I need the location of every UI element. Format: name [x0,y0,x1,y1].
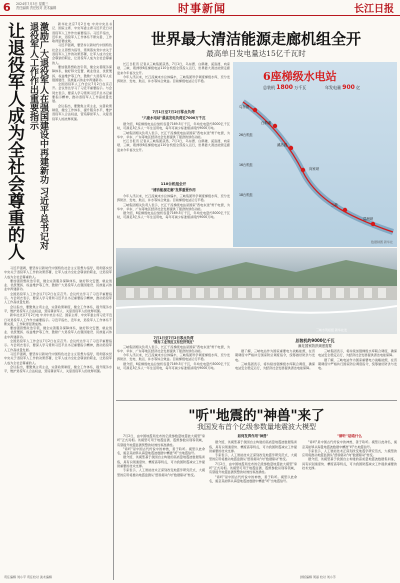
page-number: 6 [3,1,11,14]
main-paragraph: 长江日报讯 记者从三峡集团获悉，7月1日，乌东德、白鹤滩、溪洛渡、向家坝、三峡、葛洲坝6座梯级电站110台机组全部投入运行，世界最大清洁能源走廊迎来今年首次全开。 [117,139,230,152]
map-annual-value: 900 [342,84,355,91]
map-station-label: 溪洛渡 [277,143,288,147]
map-stat-b: 16台机组 [239,163,253,167]
map-annual-unit: 亿 [356,85,361,90]
map-annual-label: 年发电量 [325,85,341,90]
map-station-label: 乌东德 [239,105,250,109]
map-total-label: 总装机 [263,85,275,90]
left-paragraph: 习近平强调，要坚持以新时代中国特色社会主义思想为指导，贯彻落实党中央关于退役军人工作的决策部署，让军人成为全社会尊崇的职业，让退役军人成为全社会尊重的人。 [52,43,112,65]
hydropower-map [233,62,397,247]
main-paragraph: 三峡集团相关负责人表示，长江干流梯级电站是国家"西电东送"骨干电源，为华中、华东、广东等地区经济社会发展提供了强劲的绿色动能。 [117,202,230,211]
map-station-label: 向家坝 [309,167,320,171]
left-paragraph: 新华社北京7月2日电 中共中央总书记、国家主席、中央军委主席习近平近日对退役军人工作作出重要指示。习近平指出，近年来，退役军人工作体系不断完善，工作取得显著成效。 [4,313,112,326]
main-headline: 世界最大清洁能源走廊机组全开 [150,30,361,48]
main-body-a [117,122,230,180]
column-divider [113,20,114,580]
left-story-body-top [52,22,112,262]
main-paragraph: 三峡集团相关负责人表示，长江干流梯级电站是国家"西电东送"骨干电源，为华中、华东、广东等地区经济社会发展提供了强劲的绿色动能。 [117,130,230,139]
left-story-headline: 让退役军人成为全社会尊重的人 [4,22,24,260]
photo-caption: 三峡水利枢纽 新华社发 [316,328,347,332]
main-paragraph: 今年入汛以来，长江流域来水总体偏丰，三峡集团科学调度梯级水库，充分发挥防洪、发电、航运、补水等综合效益。目前梯级电站运行平稳。 [117,194,230,203]
main-paragraph: 今年入汛以来，长江流域来水总体偏丰，三峡集团科学调度梯级水库，充分发挥防洪、发电、航运、补水等综合效益。目前梯级电站运行平稳。 [117,74,230,84]
map-stat-a: 26台机组 [239,133,253,137]
story2-side-note: "谛听"是啥什么 [336,434,363,438]
left-paragraph: 全国退役军人工作会议7月2日在京召开。会议传达学习了习近平重要指示。与会同志表示，要深入学习贯彻习近平总书记重要指示精神，推动退役军人工作高质量发展。 [4,339,112,352]
section-title: 时事新闻 [178,2,226,15]
map-caption: 数据制图 新华社 [371,240,393,244]
map-station-label: 白鹤滩 [261,121,272,125]
map-total-value: 1800 [276,84,293,91]
extra-story-sub: 满足国家防汛调度需要 [298,344,332,348]
main-section1-head: 7月1日至7月2日零点负荷 [152,110,195,114]
left-paragraph: 新华社北京7月2日电 中共中央总书记、国家主席、中央军委主席习近平近日对退役军人工作作出重要指示。习近平指出，近年来，退役军人工作体系不断完善，工作取得显著成效。 [52,22,112,44]
dam-photo [116,248,397,334]
left-story-subhead: 激励广大退役军人在强国建设中再建新功 习近平总书记对退役军人工作作出重要指示 [28,22,48,251]
left-paragraph: 会议指出，要聚焦主责主业，完善政策制度，健全工作体系，提升服务水平，维护退役军人合法权益，营造尊崇军人、关爱退役军人的浓厚氛围。 [52,103,112,121]
story2-paragraph: 据介绍，该模型基于我国自主构建的高质量地震波数据集训练，具有识别速度快、精度高等特点，可为我国防震减灾工作提供重要的技术支撑。 [209,440,297,453]
extra-body-a [235,349,315,399]
main-paragraph: 据介绍，6座梯级电站总装机容量7169.5万千瓦，年均发电量约3000亿千瓦时，可满足3亿多人一年生活用电，每年可减少标准煤消耗约9000万吨。 [117,361,230,371]
left-paragraph: 习近平强调，要坚持以新时代中国特色社会主义思想为指导，贯彻落实党中央关于退役军人工作的决策部署，让军人成为全社会尊崇的职业，让退役军人成为全社会尊重的人。 [4,266,112,279]
main-paragraph: 据介绍，6座梯级电站总装机容量7169.5万千瓦，年均发电量约3000亿千瓦时，可满足3亿多人一年生活用电，每年可减少标准煤消耗约9000万吨。 [117,211,230,220]
story2-paragraph: 专家表示，人工智能技术正深刻改变地震学研究范式，大模型的应用将推动地震监测从"经验驱动"向"数据驱动"转变。 [302,448,397,458]
map-station-label: 三峡 [331,203,338,207]
left-paragraph: 全国退役军人工作会议7月2日在京召开。会议传达学习了习近平重要指示。与会同志表示，要深入学习贯彻习近平总书记重要指示精神，推动退役军人工作高质量发展。 [4,291,112,305]
paper-name: 长江日报 [354,4,394,15]
story2-paragraph: 据介绍，该模型基于我国自主构建的高质量地震波数据集训练，具有识别速度快、精度高等特点，可为我国防震减灾工作提供重要的技术支撑。 [302,457,397,471]
left-paragraph: 要加强思想政治引领，健全完善服务保障体系，做好移交安置、就业创业、优抚褒扬、权益维护等工作，激励广大退役军人在强国建设、民族复兴伟业中再建新功。 [4,326,112,339]
map-station-label: 葛洲坝 [363,217,374,221]
extra-body-b [318,349,397,399]
main-paragraph: 长江日报讯 记者从三峡集团获悉，7月1日，乌东德、白鹤滩、溪洛渡、向家坝、三峡、葛洲坝6座梯级电站110台机组全部投入运行，世界最大清洁能源走廊迎来今年首次全开。 [117,62,230,75]
story2-col1 [117,434,205,574]
story2-paragraph: 据介绍，该模型基于我国自主构建的高质量地震波数据集训练，具有识别速度快、精度高等特点，可为我国防震减灾工作提供重要的技术支撑。 [117,455,205,469]
left-paragraph: 全国退役军人工作会议7月2日在京召开。会议传达学习了习近平重要指示。与会同志表示，要深入学习贯彻习近平总书记重要指示精神，推动退役军人工作高质量发展。 [52,82,112,104]
date-line-2: 责任编辑 责任校对 美术编辑 [16,6,57,10]
map-total-stat [263,84,306,91]
date-line-1: 2024年7月3日 星期三 [16,2,49,6]
story2-col2 [209,434,297,574]
main-body-b [117,194,230,246]
left-paragraph: 要加强思想政治引领，健全完善服务保障体系，做好移交安置、就业创业、优抚褒扬、权益维护等工作，激励广大退役军人在强国建设、民族复兴伟业中再建新功。 [4,278,112,292]
main-section3-head: 7月1日至7月2日零点负荷 [153,336,194,340]
left-paragraph: 习近平强调，要坚持以新时代中国特色社会主义思想为指导，贯彻落实党中央关于退役军人工作的决策部署，让军人成为全社会尊崇的职业，让退役军人成为全社会尊重的人。 [4,351,112,365]
main-subheadline: 最高单日发电量达15亿千瓦时 [206,49,306,58]
story2-paragraph: 7月2日，由中国地震局发布的亿级参数量地震波大模型"谛听"正式亮相。该模型可用于地震监测、震源参数识别等领域，有望提升地震监测预警的时效性和准确性。 [209,461,297,475]
left-paragraph: 要加强思想政治引领，健全完善服务保障体系，做好移交安置、就业创业、优抚褒扬、权益维护等工作，激励广大退役军人在强国建设、民族复兴伟业中再建新功。 [52,64,112,82]
left-story-body-bottom [4,266,112,574]
story2-paragraph: 专家表示，人工智能技术正深刻改变地震学研究范式，大模型的应用将推动地震监测从"经验驱动"向"数据驱动"转变。 [209,453,297,462]
extra-paragraph: 据了解，三峡电站作为国家重要电力战略能源，在汛期调度中严格执行国家防总调度指令，统筹做好防洪与发电。 [318,357,397,371]
left-paragraph: 会议指出，要聚焦主责主业，完善政策制度，健全工作体系，提升服务水平，维护退役军人合法权益，营造尊崇军人、关爱退役军人的浓厚氛围。 [4,304,112,313]
main-section2-head: 110台机组全开 [160,182,187,186]
main-section2-sub: "清洁能源走廊"发挥重要作用 [151,188,196,192]
story2-subheadline: 我国发布首个亿级参数量地震波大模型 [197,423,316,431]
map-total-unit: 万千瓦 [294,85,307,90]
main-section1-sub: "六座水电站"最高发电负荷近7000万千瓦 [141,116,206,120]
left-paragraph: 会议指出，要聚焦主责主业，完善政策制度，健全工作体系，提升服务水平，维护退役军人合法权益，营造尊崇军人、关爱退役军人的浓厚氛围。 [4,364,112,374]
story2-paragraph: "谛听"是中国古代传说中的神兽，善于聆听。模型以此命名，寓意其能够从海量地震波数据中精准"听"出地震信号。 [117,446,205,456]
story2-paragraph: "谛听"是中国古代传说中的神兽，善于聆听。模型以此命名，寓意其能够从海量地震波数据中精准"听"出地震信号。 [209,474,297,483]
main-paragraph: 今年入汛以来，长江流域来水总体偏丰，三峡集团科学调度梯级水库，充分发挥防洪、发电、航运、补水等综合效益。目前梯级电站运行平稳。 [117,353,230,362]
extra-paragraph: 据了解，三峡电站作为国家重要电力战略能源，在汛期调度中严格执行国家防总调度指令，统筹做好防洪与发电。 [235,349,315,362]
masthead [0,0,400,16]
map-annual-stat [325,84,360,91]
page-footer-right: 排版编辑 周丽 校对 刘小芳 [300,575,336,579]
main-paragraph: 据介绍，6座梯级电站总装机容量7169.5万千瓦，年均发电量约3000亿千瓦时，可满足3亿多人一年生活用电，每年可减少标准煤消耗约9000万吨。 [117,122,230,131]
story2-col3 [302,434,397,574]
map-stat-c: 18台机组 [239,193,253,197]
left-story-footer: 责任编辑 刘小平 责任校对 美术编辑 [4,575,52,579]
main-paragraph: 三峡集团相关负责人表示，长江干流梯级电站是国家"西电东送"骨干电源，为华中、华东、广东等地区经济社会发展提供了强劲的绿色动能。 [117,344,230,353]
story-divider [116,400,397,401]
main-section3-sub: "既有工业效应又有经济效应" [152,340,195,345]
main-body-c [117,336,230,398]
story2-paragraph: 专家表示，人工智能技术正深刻改变地震学研究范式，大模型的应用将推动地震监测从"经验驱动"向"数据驱动"转变。 [117,468,205,477]
story2-paragraph: "谛听"是中国古代传说中的神兽，善于聆听。模型以此命名，寓意其能够从海量地震波数据中精准"听"出地震信号。 [302,440,397,449]
map-title: 6座梯级水电站 [263,70,337,83]
main-intro [117,62,230,108]
extra-paragraph: 三峡集团表示，将持续加强梯级水库联合调度，确保电站安全稳定运行，为经济社会发展提供清洁电能保障。 [235,361,315,371]
extra-paragraph: 三峡集团表示，将持续加强梯级水库联合调度，确保电站安全稳定运行，为经济社会发展提供清洁电能保障。 [318,349,397,358]
story2-paragraph: 7月2日，由中国地震局发布的亿级参数量地震波大模型"谛听"正式亮相。该模型可用于地震监测、震源参数识别等领域，有望提升地震监测预警的时效性和准确性。 [117,434,205,447]
dam-illustration [116,248,397,334]
story2-section-head: 如何发挥作用"神兽" [237,434,269,438]
date-line [16,2,106,10]
story2-headline: "听"地震的"神兽"来了 [188,408,325,424]
extra-story-head: 总装机约9000亿千瓦 [295,338,335,343]
